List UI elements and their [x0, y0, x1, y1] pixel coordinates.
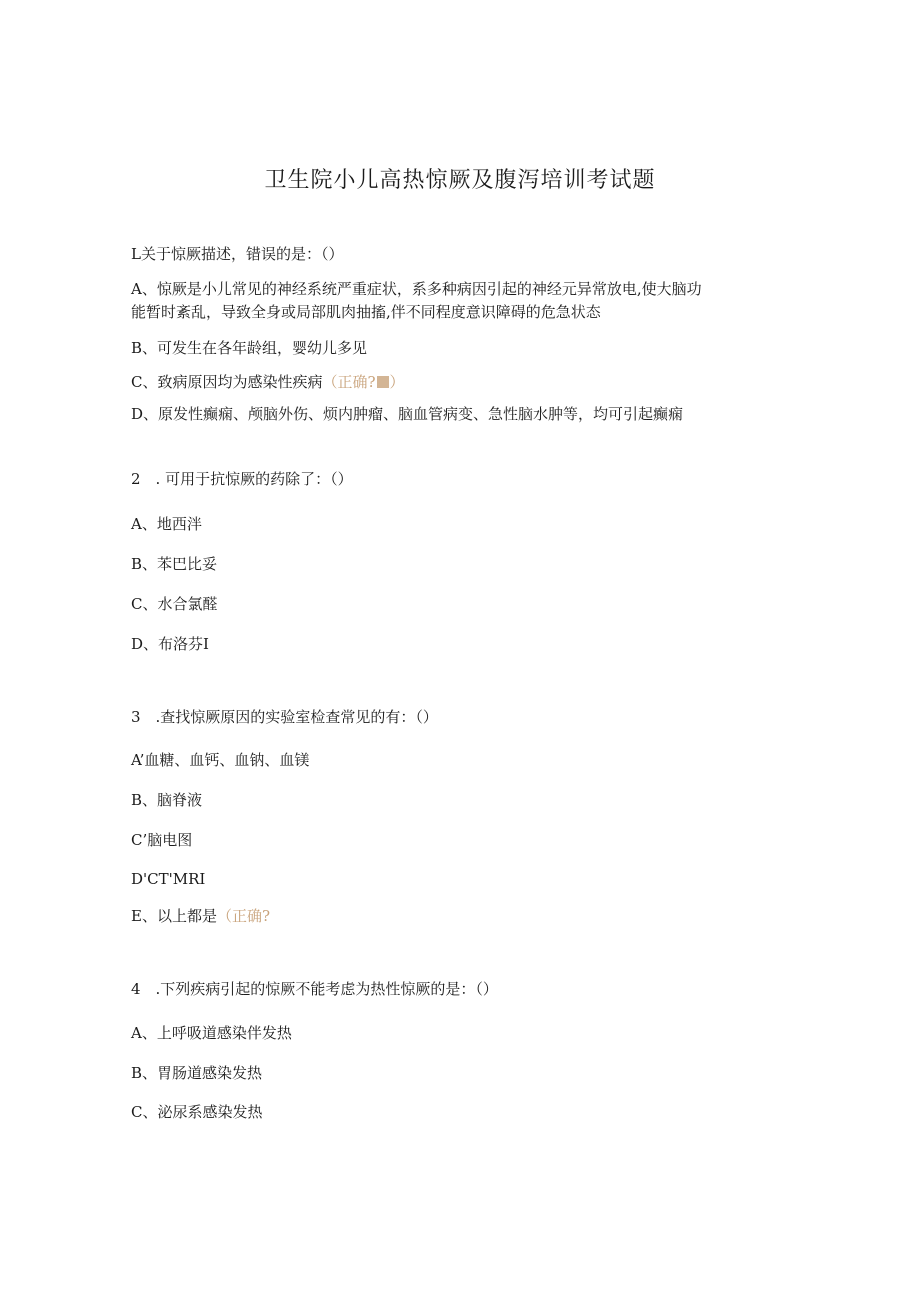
- q2-option-b: B、苯巴比妥: [131, 555, 218, 573]
- q1-option-a: A、惊厥是小儿常见的神经系统严重症状，系多种病因引起的神经元异常放电,使大脑功: [131, 280, 702, 298]
- q3-option-d: D'CT'MRI: [131, 870, 206, 888]
- q1-option-c-line: [131, 371, 405, 393]
- q3-option-e: E、以上都是: [131, 907, 217, 925]
- q3-option-e-line: [131, 905, 270, 927]
- q4-option-a: A、上呼吸道感染伴发热: [131, 1024, 292, 1042]
- q1-option-a-continued: 能暂时紊乱，导致全身或局部肌肉抽搐,伴不同程度意识障碍的危急状态: [131, 303, 601, 321]
- q4-option-b: B、胃肠道感染发热: [131, 1064, 263, 1082]
- answer-highlight-box: [377, 376, 389, 388]
- q3-option-c: C’脑电图: [131, 831, 193, 849]
- q2-option-a: A、地西泮: [131, 515, 202, 533]
- q3-answer-mark: （正确?: [216, 907, 270, 925]
- q1-option-c: C、致病原因均为感染性疾病: [131, 373, 323, 391]
- q3-option-a: A’血糖、血钙、血钠、血镁: [131, 751, 310, 769]
- question-3-stem: 3 .查找惊厥原因的实验室检查常见的有：（）: [131, 708, 438, 726]
- q1-answer-mark: （正确?: [322, 373, 376, 391]
- page-title: 卫生院小儿高热惊厥及腹泻培训考试题: [264, 168, 656, 193]
- q2-option-d: D、布洛芬I: [131, 635, 209, 653]
- q1-option-b: B、可发生在各年龄组，婴幼儿多见: [131, 339, 368, 357]
- q4-option-c: C、泌尿系感染发热: [131, 1103, 263, 1121]
- q3-option-b: B、脑脊液: [131, 791, 203, 809]
- question-2-stem: 2 . 可用于抗惊厥的药除了：（）: [131, 470, 353, 488]
- question-1-stem: L关于惊厥描述，错误的是：（）: [131, 245, 344, 263]
- question-4-stem: 4 .下列疾病引起的惊厥不能考虑为热性惊厥的是：（）: [131, 980, 498, 998]
- q1-option-d: D、原发性癫痫、颅脑外伤、烦内肿瘤、脑血管病变、急性脑水肿等，均可引起癫痫: [131, 405, 684, 423]
- q2-option-c: C、水合氯醛: [131, 595, 218, 613]
- q1-answer-mark-close: ）: [389, 373, 405, 391]
